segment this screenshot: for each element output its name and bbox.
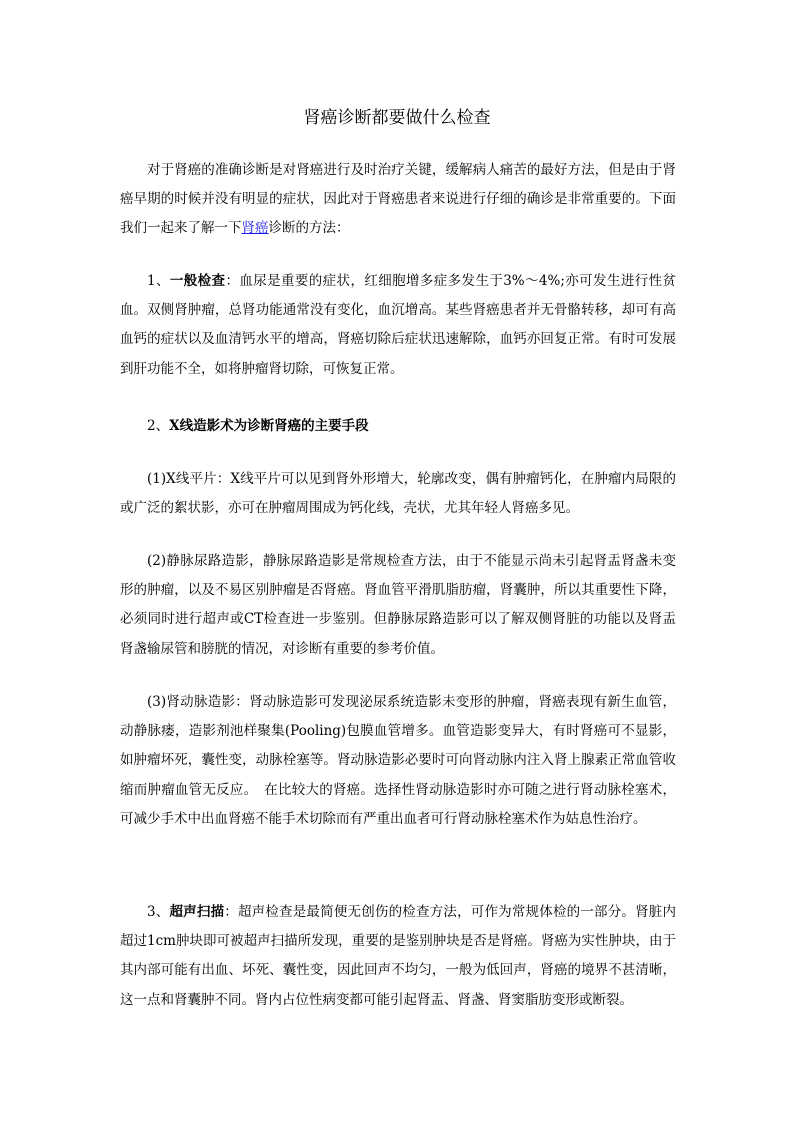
section-body: ：血尿是重要的症状，红细胞增多症多发生于3%～4%;亦可发生进行性贫血。双侧肾肿瘤，总肾功能通常没有变化，血沉增高。某些肾癌患者并无骨骼转移，却可有高血钙的症状以及血清钙水平的增高，肾癌切除后症状迅速解除，血钙亦回复正常。有时可发展到肝功能不全，如将肿瘤肾切除，可恢复正常。: [120, 273, 676, 377]
section-heading: 一般检查: [169, 273, 226, 289]
section-number: 1、: [147, 273, 170, 289]
xray-plain-film-paragraph: (1)X线平片：X线平片可以见到肾外形增大，轮廓改变，偶有肿瘤钙化，在肿瘤内局限的或广泛的絮状影，亦可在肿瘤周围成为钙化线，壳状，尤其年轻人肾癌多见。: [120, 471, 676, 517]
kidney-cancer-link[interactable]: 肾癌: [241, 220, 269, 237]
page-title: 肾癌诊断都要做什么检查: [303, 108, 491, 128]
iv-urography-paragraph: (2)静脉尿路造影，静脉尿路造影是常规检查方法，由于不能显示尚未引起肾盂肾盏未变形的肿瘤，以及不易区别肿瘤是否肾癌。肾血管平滑肌脂肪瘤，肾囊肿，所以其重要性下降，必须同时进行超声或CT检查进一步鉴别。但静脉尿路造影可以了解双侧肾脏的功能以及肾盂肾盏输尿管和膀胱的情况，对诊断有重要的参考价值。: [120, 553, 676, 657]
section-xray-heading: [120, 412, 676, 441]
section-number: 2、: [147, 418, 170, 434]
intro-paragraph: [120, 156, 676, 244]
section-number: 3、: [147, 904, 170, 920]
intro-text-before: 对于肾癌的准确诊断是对肾癌进行及时治疗关键，缓解病人痛苦的最好方法，但是由于肾癌早期的时候并没有明显的症状，因此对于肾癌患者来说进行仔细的确诊是非常重要的。下面我们一起来了解一下: [120, 162, 676, 237]
section-body: ：超声检查是最简便无创伤的检查方法，可作为常规体检的一部分。肾脏内超过1cm肿块即可被超声扫描所发现，重要的是鉴别肿块是否是肾癌。肾癌为实性肿块，由于其内部可能有出血、坏死、囊性变，因此回声不均匀，一般为低回声，肾癌的境界不甚清晰，这一点和肾囊肿不同。肾内占位性病变都可能引起肾盂、肾盏、肾窦脂肪变形或断裂。: [120, 904, 677, 1008]
intro-text-after: 诊断的方法：: [268, 220, 350, 237]
section-heading: 超声扫描: [169, 904, 225, 920]
renal-angiography-paragraph: (3)肾动脉造影：肾动脉造影可发现泌尿系统造影未变形的肿瘤，肾癌表现有新生血管，动静脉瘘，造影剂池样聚集(Pooling)包膜血管增多。血管造影变异大，有时肾癌可不显影，如肿瘤坏死，囊性变，动脉栓塞等。肾动脉造影必要时可向肾动脉内注入肾上腺素正常血管收缩而肿瘤血管无反应。 在比较大的肾癌。选择性肾动脉造影时亦可随之进行肾动脉栓塞术，可减少手术中出血肾癌不能手术切除而有严重出血者可行肾动脉栓塞术作为姑息性治疗。: [120, 694, 676, 827]
section-heading: X线造影术为诊断肾癌的主要手段: [169, 418, 369, 434]
section-general-exam: [120, 267, 676, 384]
section-ultrasound: [120, 898, 676, 1015]
